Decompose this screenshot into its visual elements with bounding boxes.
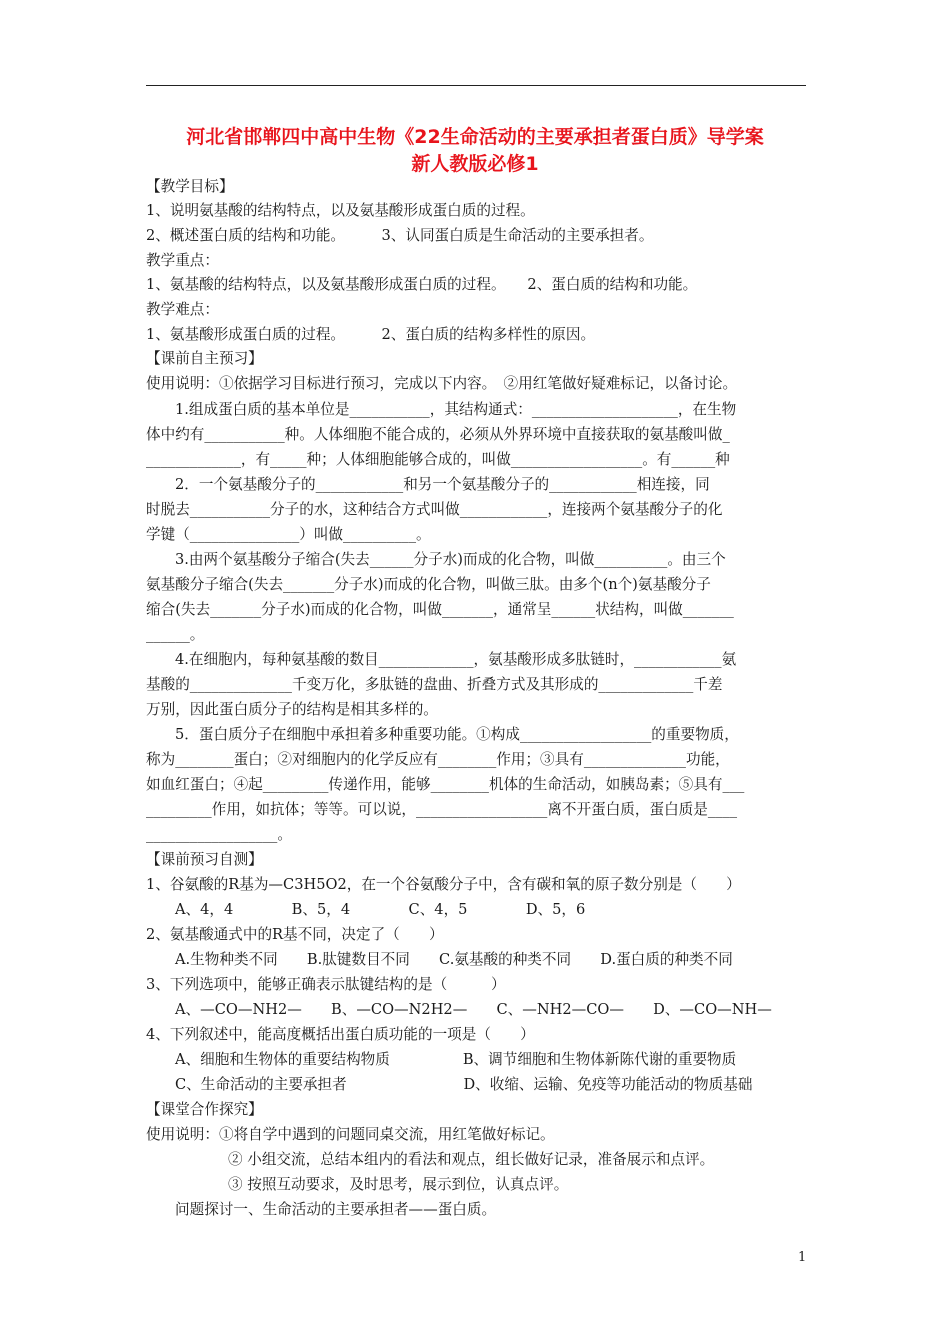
question-line: __________________。 [146,826,292,843]
text-line: 教学重点： [146,252,219,269]
question-line: 缩合(失去_______分子水)而成的化合物，叫做_______，通常呈______状结构，叫做_______ [146,601,734,618]
question-line: 学键（_______________）叫做__________。 [146,526,431,543]
question-line: 时脱去___________分子的水，这种结合方式叫做____________，连接两个氨基酸分子的化 [146,501,723,518]
section-heading: 【课前自主预习】 [146,350,263,367]
question-line: 2．一个氨基酸分子的____________和另一个氨基酸分子的____________相连接，同 [175,476,710,493]
text-line: ② 小组交流，总结本组内的看法和观点，组长做好记录，准备展示和点评。 [228,1151,715,1168]
text-line: 1、氨基酸的结构特点，以及氨基酸形成蛋白质的过程。 2、蛋白质的结构和功能。 [146,276,698,293]
page-number: 1 [798,1250,807,1265]
quiz-options: A、细胞和生物体的重要结构物质 B、调节细胞和生物体新陈代谢的重要物质 [175,1051,737,1068]
question-line: 1.组成蛋白质的基本单位是___________，其结构通式：____________________，在生物 [175,401,737,418]
document-title: 河北省邯郸四中高中生物《22生命活动的主要承担者蛋白质》导学案 [186,126,764,148]
quiz-question: 3、下列选项中，能够正确表示肽键结构的是（ ） [146,976,506,993]
question-line: 如血红蛋白；④起_________传递作用，能够________机体的生命活动，如胰岛素；⑤具有___ [146,776,745,793]
question-line: 3.由两个氨基酸分子缩合(失去______分子水)而成的化合物，叫做__________。由三个 [175,551,726,568]
question-line: 体中约有___________种。人体细胞不能合成的，必须从外界环境中直接获取的氨基酸叫做_ [146,426,730,443]
text-line: 1、说明氨基酸的结构特点，以及氨基酸形成蛋白质的过程。 [146,202,535,219]
quiz-question: 1、谷氨酸的R基为—C3H5O2，在一个谷氨酸分子中，含有碳和氧的原子数分别是（ ） [146,876,741,893]
section-heading: 【课前预习自测】 [146,851,263,868]
question-line: 称为________蛋白；②对细胞内的化学反应有________作用；③具有______________功能， [146,751,730,768]
text-line: 教学难点： [146,301,219,318]
header-rule [146,85,806,86]
section-heading: 【课堂合作探究】 [146,1101,263,1118]
text-line: 问题探讨一、生命活动的主要承担者——蛋白质。 [175,1201,497,1218]
question-line: 4.在细胞内，每种氨基酸的数目_____________，氨基酸形成多肽链时，____________氨 [175,651,737,668]
quiz-options: A.生物种类不同 B.肽键数目不同 C.氨基酸的种类不同 D.蛋白质的种类不同 [175,951,733,968]
question-line: 氨基酸分子缩合(失去_______分子水)而成的化合物，叫做三肽。由多个(n个)氨基酸分子 [146,576,711,593]
question-line: ______。 [146,626,205,643]
question-line: _________作用，如抗体；等等。可以说，__________________离不开蛋白质，蛋白质是____ [146,801,738,818]
quiz-question: 4、下列叙述中，能高度概括出蛋白质功能的一项是（ ） [146,1026,535,1043]
text-line: 1、氨基酸形成蛋白质的过程。 2、蛋白质的结构多样性的原因。 [146,326,596,343]
text-line: ③ 按照互动要求，及时思考，展示到位，认真点评。 [228,1176,569,1193]
quiz-options: A、—CO—NH2— B、—CO—N2H2— C、—NH2—CO— D、—CO—NH— [175,1001,772,1018]
question-line: 5．蛋白质分子在细胞中承担着多种重要功能。①构成__________________的重要物质， [175,726,739,743]
quiz-options: C、生命活动的主要承担者 D、收缩、运输、免疫等功能活动的物质基础 [175,1076,753,1093]
question-line: 万别，因此蛋白质分子的结构是相其多样的。 [146,701,438,718]
quiz-options: A、4，4 B、5，4 C、4，5 D、5，6 [175,901,586,918]
text-line: 使用说明：①将自学中遇到的问题同桌交流，用红笔做好标记。 [146,1126,555,1143]
text-line: 使用说明：①依据学习目标进行预习，完成以下内容。 ②用红笔做好疑难标记，以备讨论。 [146,375,738,392]
question-line: _____________，有_____种；人体细胞能够合成的，叫做__________________。有______种 [146,451,730,468]
document-subtitle: 新人教版必修1 [411,153,539,175]
text-line: 2、概述蛋白质的结构和功能。 3、认同蛋白质是生命活动的主要承担者。 [146,227,654,244]
question-line: 基酸的______________千变万化，多肽链的盘曲、折叠方式及其形成的_____________千差 [146,676,723,693]
quiz-question: 2、氨基酸通式中的R基不同，决定了（ ） [146,926,444,943]
section-heading: 【教学目标】 [146,178,234,195]
